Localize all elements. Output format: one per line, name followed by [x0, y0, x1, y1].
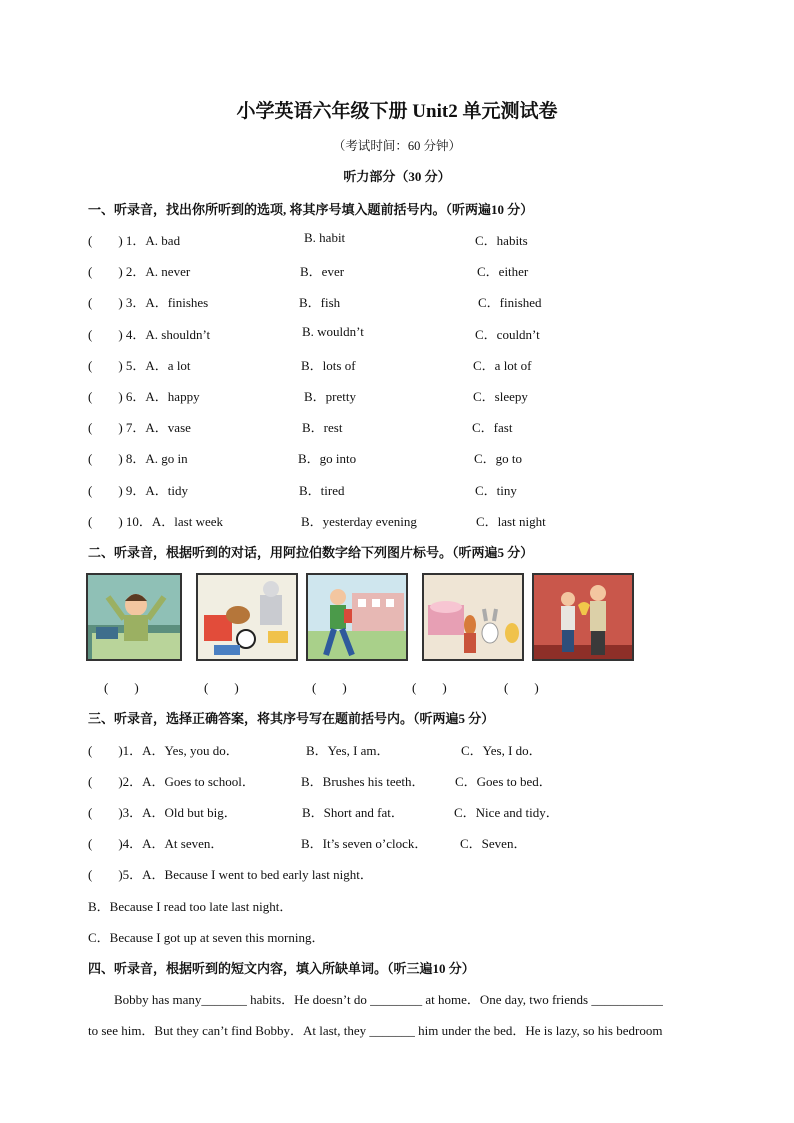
- question-9-option-c: C．tiny: [475, 483, 517, 498]
- question-6-option-a: ( ) 6．A．happy: [88, 389, 200, 404]
- question-3-option-c: C．Nice and tidy．: [454, 805, 559, 820]
- question-5-option-c: C．a lot of: [473, 358, 532, 373]
- question-3-option-a: ( ) 3．A．finishes: [88, 295, 209, 310]
- picture-3-bracket[interactable]: ( ): [312, 680, 347, 695]
- question-3-option-b: B．Short and fat．: [302, 805, 404, 820]
- question-1-option-a: ( ) 1．A. bad: [88, 233, 181, 248]
- question-4-option-c: C．couldn’t: [475, 327, 540, 342]
- question-4-option-a: ( )4．A．At seven．: [88, 836, 224, 851]
- picture-2-bracket[interactable]: ( ): [204, 680, 239, 695]
- question-10-option-b: B．yesterday evening: [301, 514, 417, 529]
- section4-heading: 四、听录音，根据听到的短文内容，填入所缺单词。（听三遍10 分）: [88, 961, 475, 976]
- question-2-option-c: C．either: [477, 264, 529, 279]
- question-1-option-b: B. habit: [304, 230, 346, 245]
- question-3-option-b: B．fish: [299, 295, 341, 310]
- picture-5-bracket[interactable]: ( ): [504, 680, 539, 695]
- question-5-option-b: B．lots of: [301, 358, 356, 373]
- question-9-option-b: B．tired: [299, 483, 345, 498]
- question-8-option-c: C．go to: [474, 451, 523, 466]
- question-5-option-a: ( ) 5．A．a lot: [88, 358, 191, 373]
- question-4-option-c: C．Seven．: [460, 836, 527, 851]
- question-2-option-c: C．Goes to bed．: [455, 774, 552, 789]
- listening-part-heading: 听力部分（30 分）: [343, 169, 451, 184]
- picture-boy-waking-up: [86, 573, 182, 661]
- question-10-option-c: C．last night: [476, 514, 546, 529]
- question-9-option-a: ( ) 9．A．tidy: [88, 483, 189, 498]
- question-1-option-b: B．Yes, I am．: [306, 743, 390, 758]
- question-2-option-b: B．Brushes his teeth．: [301, 774, 425, 789]
- section1-heading: 一、听录音，找出你所听到的选项, 将其序号填入题前括号内。（听两遍10 分）: [88, 202, 534, 217]
- question-5-option-c: C．Because I got up at seven this morning．: [88, 930, 325, 945]
- question-4-option-b: B. wouldn’t: [302, 324, 364, 339]
- question-6-option-c: C．sleepy: [473, 389, 528, 404]
- question-7-option-b: B．rest: [302, 420, 343, 435]
- question-2-option-a: ( )2．A．Goes to school．: [88, 774, 255, 789]
- passage-line-2: to see him．But they can’t find Bobby．At last, they _______ him under the bed．He is lazy, so his bedroom: [88, 1023, 663, 1038]
- question-6-option-b: B．pretty: [304, 389, 356, 404]
- exam-time: （考试时间：60 分钟）: [332, 139, 462, 153]
- question-5-option-a: ( )5．A．Because I went to bed early last night．: [88, 867, 373, 882]
- passage-line-1: Bobby has many_______ habits．He doesn’t do ________ at home．One day, two friends ___________: [114, 992, 663, 1007]
- section3-heading: 三、听录音，选择正确答案，将其序号写在题前括号内。（听两遍5 分）: [88, 711, 495, 726]
- question-2-option-b: B．ever: [300, 264, 345, 279]
- question-8-option-b: B．go into: [298, 451, 357, 466]
- picture-strip: [86, 573, 646, 663]
- picture-boy-walking: [306, 573, 408, 661]
- page-title: 小学英语六年级下册 Unit2 单元测试卷: [236, 101, 558, 122]
- section2-heading: 二、听录音，根据听到的对话，用阿拉伯数字给下列图片标号。（听两遍5 分）: [88, 545, 534, 560]
- question-10-option-a: ( ) 10．A．last week: [88, 514, 224, 529]
- question-4-option-a: ( ) 4．A. shouldn’t: [88, 327, 211, 342]
- question-4-option-b: B．It’s seven o’clock．: [301, 836, 428, 851]
- question-3-option-c: C．finished: [478, 295, 542, 310]
- question-1-option-c: C．habits: [475, 233, 528, 248]
- picture-1-bracket[interactable]: ( ): [104, 680, 139, 695]
- question-7-option-a: ( ) 7．A．vase: [88, 420, 191, 435]
- question-2-option-a: ( ) 2．A. never: [88, 264, 191, 279]
- picture-messy-toys: [196, 573, 298, 661]
- question-1-option-c: C．Yes, I do．: [461, 743, 542, 758]
- picture-award-ceremony: [532, 573, 634, 661]
- question-7-option-c: C．fast: [472, 420, 513, 435]
- question-5-option-b: B．Because I read too late last night．: [88, 899, 293, 914]
- picture-4-bracket[interactable]: ( ): [412, 680, 447, 695]
- question-1-option-a: ( )1．A．Yes, you do．: [88, 743, 239, 758]
- picture-toys-on-bed: [422, 573, 524, 661]
- question-8-option-a: ( ) 8．A. go in: [88, 451, 188, 466]
- question-3-option-a: ( )3．A．Old but big．: [88, 805, 237, 820]
